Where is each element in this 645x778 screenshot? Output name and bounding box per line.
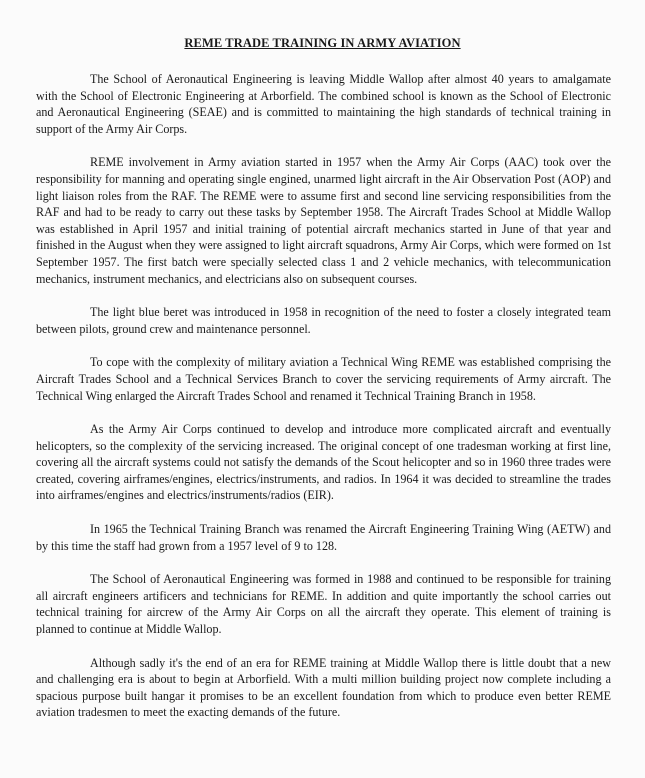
paragraph-technical-wing: To cope with the complexity of military aviation a Technical Wing REME was established comprising the Aircraft Trades School and a Technical Services Branch to cover the servicing requirements of Army aircraft. The Technical Wing enlarged the Aircraft Trades School and renamed it Technical Training Branch in 1958.	[36, 355, 611, 403]
paragraph-school-1988: The School of Aeronautical Engineering was formed in 1988 and continued to be responsible for training all aircraft engineers artificers and technicians for REME. In addition and quite importantly the school carries out technical training for aircrew of the Army Air Corps on all the aircraft they operate. This element of training is planned to continue at Middle Wallop.	[36, 572, 611, 637]
paragraph-light-blue-beret: The light blue beret was introduced in 1958 in recognition of the need to foster a closely integrated team between pilots, ground crew and maintenance personnel.	[36, 305, 611, 336]
paragraph-aetw-1965: In 1965 the Technical Training Branch was renamed the Aircraft Engineering Training Wing (AETW) and by this time the staff had grown from a 1957 level of 9 to 128.	[36, 522, 611, 553]
paragraph-trades-evolution: As the Army Air Corps continued to develop and introduce more complicated aircraft and eventually helicopters, so the complexity of the servicing increased. The original concept of one tradesman working at first line, covering all the aircraft systems could not satisfy the demands of the Scout helicopter and so in 1960 three trades were created, covering airframes/engines, electrics/instruments, and radios. In 1964 it was decided to streamline the trades into airframes/engines and electrics/instruments/radios (EIR).	[36, 422, 611, 503]
paragraph-intro: The School of Aeronautical Engineering is leaving Middle Wallop after almost 40 years to amalgamate with the School of Electronic Engineering at Arborfield. The combined school is known as the School of Electronic and Aeronautical Engineering (SEAE) and is committed to maintaining the high standards of technical training in support of the Army Air Corps.	[36, 72, 611, 136]
paragraph-history-1957: REME involvement in Army aviation started in 1957 when the Army Air Corps (AAC) took over the responsibility for manning and operating single engined, unarmed light aircraft in the Air Observation Post (AOP) and light liaison roles from the RAF. The REME were to assume first and second line servicing responsibilities from the RAF and had to be ready to carry out these tasks by September 1958. The Aircraft Trades School at Middle Wallop was established in April 1957 and initial training of potential aircraft mechanics started in June of that year and finished in the August when they were assigned to light aircraft squadrons, Army Air Corps, which were formed on 1st September 1957. The first batch were specially selected class 1 and 2 vehicle mechanics, with telecommunication mechanics, instrument mechanics, and electricians also on subsequent courses.	[36, 155, 611, 286]
document-title: REME TRADE TRAINING IN ARMY AVIATION	[184, 36, 461, 50]
document-body	[36, 71, 611, 738]
paragraph-arborfield-future: Although sadly it's the end of an era for REME training at Middle Wallop there is little doubt that a new and challenging era is about to begin at Arborfield. With a multi million building project now complete including a spacious purpose built hangar it promises to be an excellent foundation from which to produce even better REME aviation tradesmen to meet the exacting demands of the future.	[36, 655, 611, 720]
